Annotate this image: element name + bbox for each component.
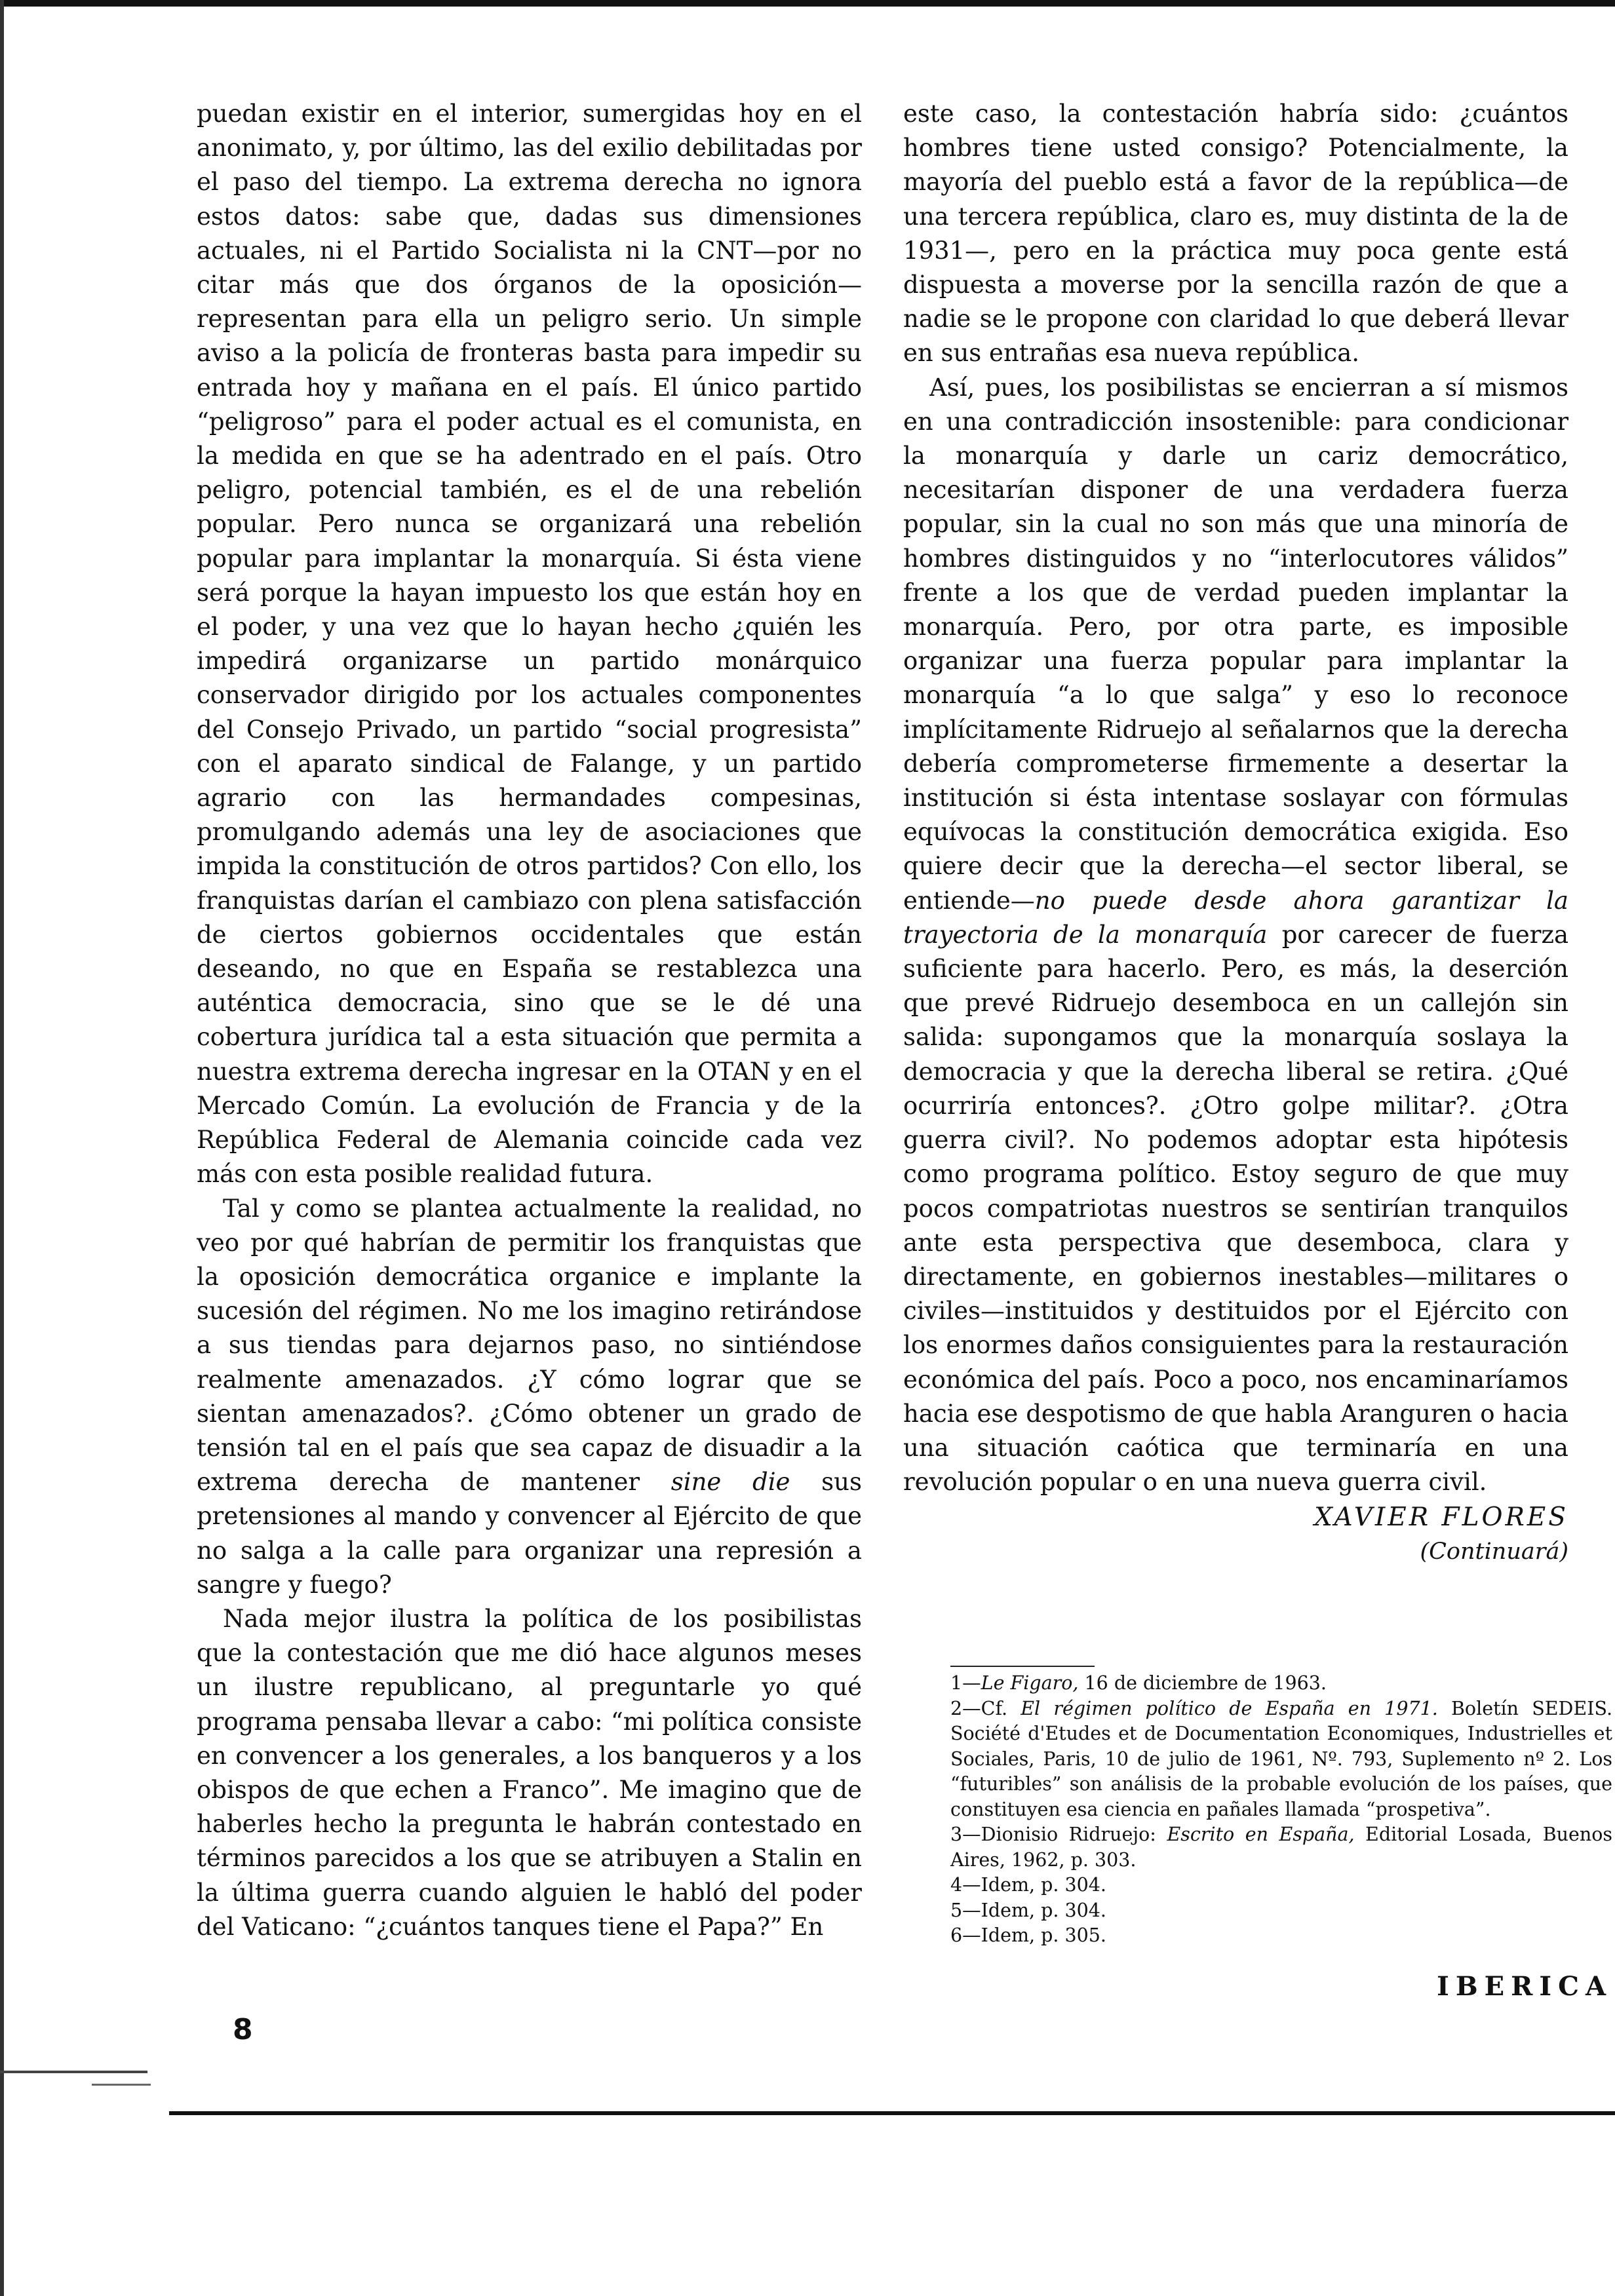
right-paragraph-2: Así, pues, los posibilistas se encierran a sí mismos en una contradicción insostenible: para condicionar la monarquía y darle un cariz democrático, necesitarían disponer de una verdadera fuerza popular, sin la cual no son más que una minoría de hombres distinguidos y no “interlocutores válidos” frente a los que de verdad pueden implantar la monarquía. Pero, por otra parte, es imposible organizar una fuerza popular para implantar la monarquía “a lo que salga” y eso lo reconoce implícitamente Ridruejo al señalarnos que la derecha debería comprometerse firmemente a desertar la institución si ésta intentase soslayar con fórmulas equívocas la constitución democrática exigida. Eso quiere decir que la derecha—el sector liberal, se entiende—no puede desde ahora garantizar la trayectoria de la monarquía por carecer de fuerza suficiente para hacerlo. Pero, es más, la deserción que prevé Ridruejo desemboca en un callejón sin salida: supongamos que la monarquía soslaya la democracia y que la derecha liberal se retira. ¿Qué ocurriría entonces?. ¿Otro golpe militar?. ¿Otra guerra civil?. No podemos adoptar esta hipótesis como programa político. Estoy seguro de que muy pocos compatriotas nuestros se sentirían tranquilos ante esta perspectiva que desemboca, clara y directamente, en gobiernos inestables—militares o civiles—instituidos y destituidos por el Ejército con los enormes daños consiguientes para la restauración económica del país. Poco a poco, nos encaminaríamos hacia ese despotismo de que habla Aranguren o hacia una situación caótica que terminaría en una revolución popular o en una nueva guerra civil. xyxy=(903,373,1568,1497)
footnotes xyxy=(950,1666,1612,1949)
continued-note: (Continuará) xyxy=(1420,1539,1568,1565)
author-signature: XAVIER FLORES xyxy=(1314,1502,1568,1533)
footnote-5 xyxy=(950,1898,1612,1924)
left-column xyxy=(197,97,862,1944)
footnote-title: El régimen político de España en 1971. xyxy=(1021,1697,1438,1719)
footnote-list xyxy=(950,1671,1612,1949)
footnote-prefix: 4—Idem, p. 304. xyxy=(950,1874,1106,1896)
magazine-name: IBERICA xyxy=(1437,1971,1612,2002)
footnote-text: Boletín SEDEIS. Société d'Etudes et de Documentation Economiques, Industrielles et Sociales, Paris, 10 de julio de 1961, Nº. 793, Suplemento nº 2. Los “futuribles” son análisis de la probable evolución de los países, que constituyen esa ciencia en pañales llamada “prospetiva”. xyxy=(950,1697,1613,1820)
footnote-6 xyxy=(950,1923,1612,1949)
edge-mark-short xyxy=(92,2084,151,2086)
footnote-title: Le Figaro, xyxy=(981,1672,1079,1694)
left-border xyxy=(0,0,4,2296)
footnote-1 xyxy=(950,1671,1612,1696)
right-paragraph-1: este caso, la contestación habría sido: ¿cuántos hombres tiene usted consigo? Potencialmente, la mayoría del pueblo está a favor de la república—de una tercera república, claro es, muy distinta de la de 1931—, pero en la práctica muy poca gente está dispuesta a moverse por la sencilla razón de que a nadie se le propone con claridad lo que deberá llevar en sus entrañas esa nueva república. xyxy=(903,100,1568,368)
left-paragraph-1: puedan existir en el interior, sumergidas hoy en el anonimato, y, por último, las del exilio debilitadas por el paso del tiempo. La extrema derecha no ignora estos datos: sabe que, dadas sus dimensiones actuales, ni el Partido Socialista ni la CNT—por no citar más que dos órganos de la oposición—representan para ella un peligro serio. Un simple aviso a la policía de fronteras basta para impedir su entrada hoy y mañana en el país. El único partido “peligroso” para el poder actual es el comunista, en la medida en que se ha adentrado en el país. Otro peligro, potencial también, es el de una rebelión popular. Pero nunca se organizará una rebelión popular para implantar la monarquía. Si ésta viene será porque la hayan impuesto los que están hoy en el poder, y una vez que lo hayan hecho ¿quién les impedirá organizarse un partido monárquico conservador dirigido por los actuales componentes del Consejo Privado, un partido “social progresista” con el aparato sindical de Falange, y un partido agrario con las hermandades compesinas, promulgando además una ley de asociaciones que impida la constitución de otros partidos? Con ello, los franquistas darían el cambiazo con plena satisfacción de ciertos gobiernos occidentales que están deseando, no que en España se restablezca una auténtica democracia, sino que se le dé una cobertura jurídica tal a esta situación que permita a nuestra extrema derecha ingresar en la OTAN y en el Mercado Común. La evolución de Francia y de la República Federal de Alemania coincide cada vez más con esta posible realidad futura. xyxy=(197,100,862,1189)
left-paragraph-3: Nada mejor ilustra la política de los posibilistas que la contestación que me dió hace algunos meses un ilustre republicano, al preguntarle yo qué programa pensaba llevar a cabo: “mi política consiste en convencer a los generales, a los banqueros y a los obispos de que echen a Franco”. Me imagino que de haberles hecho la pregunta le habrán contestado en términos parecidos a los que se atribuyen a Stalin en la última guerra cuando alguien le habló del poder del Vaticano: “¿cuántos tanques tiene el Papa?” En xyxy=(197,1604,862,1941)
footnote-title: Escrito en España, xyxy=(1167,1824,1355,1845)
footnote-prefix: 5—Idem, p. 304. xyxy=(950,1899,1106,1921)
footnote-rule xyxy=(950,1666,1095,1667)
footnote-2 xyxy=(950,1696,1612,1823)
right-column xyxy=(903,97,1568,1569)
top-border xyxy=(0,0,1615,7)
footnote-text: Editorial Losada, Buenos Aires, 1962, p. 303. xyxy=(950,1824,1612,1871)
footnote-prefix: 2—Cf. xyxy=(950,1697,1021,1719)
page-number: 8 xyxy=(233,2013,253,2046)
footnote-3 xyxy=(950,1822,1612,1873)
edge-mark xyxy=(0,2071,147,2073)
footnote-prefix: 1— xyxy=(950,1672,981,1694)
footnote-prefix: 3—Dionisio Ridruejo: xyxy=(950,1824,1167,1845)
footnote-text: 16 de diciembre de 1963. xyxy=(1078,1672,1327,1694)
footnote-4 xyxy=(950,1873,1612,1898)
bottom-rule xyxy=(169,2111,1615,2115)
footnote-prefix: 6—Idem, p. 305. xyxy=(950,1924,1106,1946)
left-paragraph-2: Tal y como se plantea actualmente la realidad, no veo por qué habrían de permitir los franquistas que la oposición democrática organice e implante la sucesión del régimen. No me los imagino retirándose a sus tiendas para dejarnos paso, no sintiéndose realmente amenazados. ¿Y cómo lograr que se sientan amenazados?. ¿Cómo obtener un grado de tensión tal en el país que sea capaz de disuadir a la extrema derecha de mantener sine die sus pretensiones al mando y convencer al Ejército de que no salga a la calle para organizar una represión a sangre y fuego? xyxy=(197,1194,862,1599)
